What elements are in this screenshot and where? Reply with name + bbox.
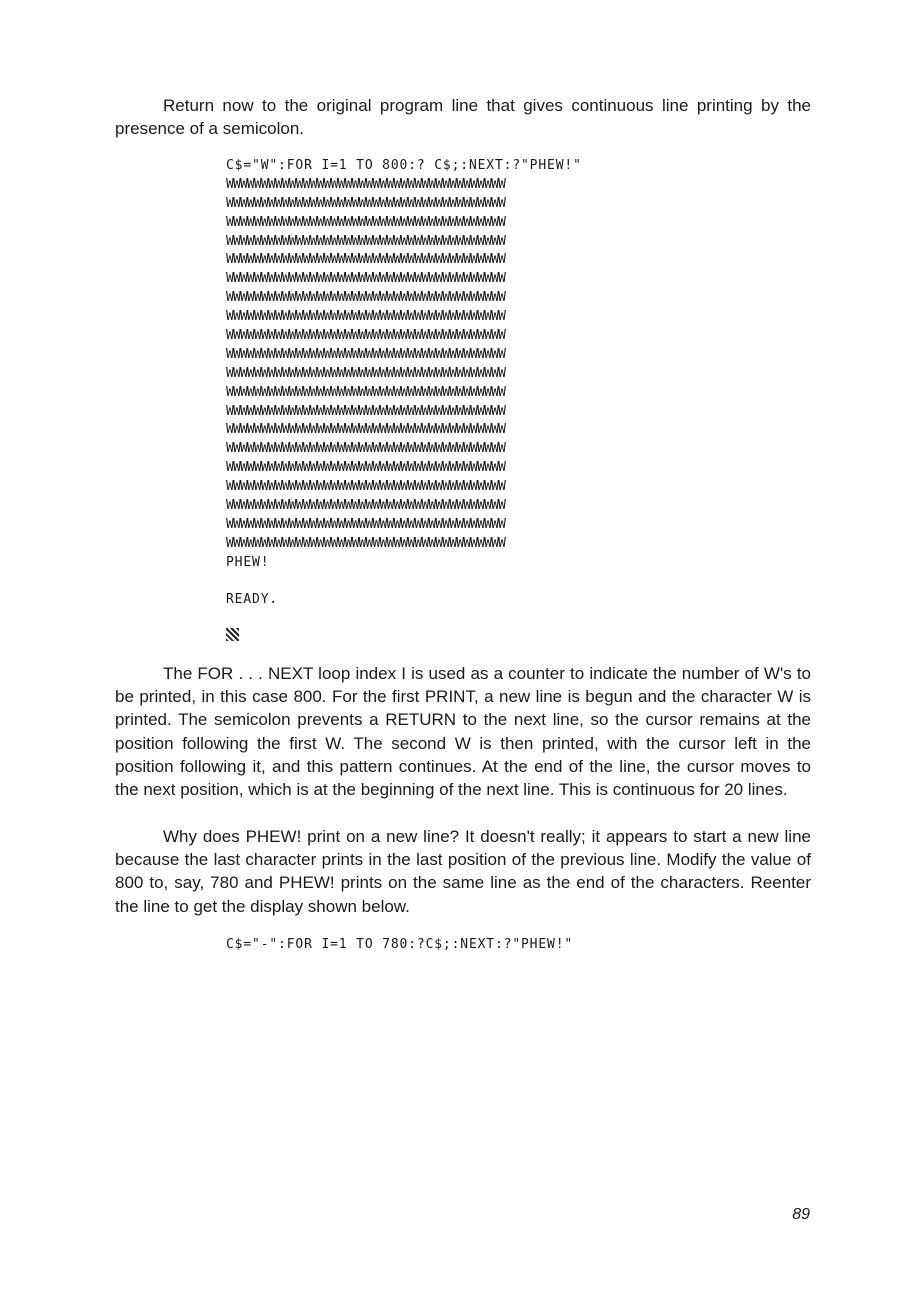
output-row: WWWWWWWWWWWWWWWWWWWWWWWWWWWWWWWWWWWWWWWW [226, 195, 506, 211]
command-line: C$="W":FOR I=1 TO 800:? C$;:NEXT:?"PHEW!" [226, 158, 582, 173]
output-row: WWWWWWWWWWWWWWWWWWWWWWWWWWWWWWWWWWWWWWWW [226, 479, 506, 495]
output-row: WWWWWWWWWWWWWWWWWWWWWWWWWWWWWWWWWWWWWWWW [226, 365, 506, 381]
output-row: WWWWWWWWWWWWWWWWWWWWWWWWWWWWWWWWWWWWWWWW [226, 403, 506, 419]
output-row: WWWWWWWWWWWWWWWWWWWWWWWWWWWWWWWWWWWWWWWW [226, 252, 506, 268]
output-row: WWWWWWWWWWWWWWWWWWWWWWWWWWWWWWWWWWWWWWWW [226, 214, 506, 230]
output-row: WWWWWWWWWWWWWWWWWWWWWWWWWWWWWWWWWWWWWWWW [226, 176, 506, 192]
final-output: PHEW! [226, 554, 270, 570]
output-row: WWWWWWWWWWWWWWWWWWWWWWWWWWWWWWWWWWWWWWWW [226, 516, 506, 532]
ready-prompt: READY. [226, 592, 279, 608]
second-command-line: C$="-":FOR I=1 TO 780:?C$;:NEXT:?"PHEW!" [226, 937, 574, 952]
output-row: WWWWWWWWWWWWWWWWWWWWWWWWWWWWWWWWWWWWWWWW [226, 233, 506, 249]
intro-paragraph: Return now to the original program line that gives continuous line printing by the presence of a semicolon. [115, 96, 811, 139]
output-row: WWWWWWWWWWWWWWWWWWWWWWWWWWWWWWWWWWWWWWWW [226, 498, 506, 514]
cursor-block-icon [226, 628, 239, 641]
output-rows [226, 176, 696, 554]
output-row: WWWWWWWWWWWWWWWWWWWWWWWWWWWWWWWWWWWWWWWW [226, 422, 506, 438]
output-row: WWWWWWWWWWWWWWWWWWWWWWWWWWWWWWWWWWWWWWWW [226, 271, 506, 287]
output-row: WWWWWWWWWWWWWWWWWWWWWWWWWWWWWWWWWWWWWWWW [226, 346, 506, 362]
output-row: WWWWWWWWWWWWWWWWWWWWWWWWWWWWWWWWWWWWWWWW [226, 441, 506, 457]
output-row: WWWWWWWWWWWWWWWWWWWWWWWWWWWWWWWWWWWWWWWW [226, 535, 506, 551]
output-row: WWWWWWWWWWWWWWWWWWWWWWWWWWWWWWWWWWWWWWWW [226, 328, 506, 344]
explanation-paragraph: The FOR . . . NEXT loop index I is used as a counter to indicate the number of W's to be printed, in this case 800. For the first PRINT, a new line is begun and the character W is printed. The semicolon prevents a RETURN to the next line, so the cursor remains at the position following the first W. The second W is then printed, with the cursor left in the position following it, and this pattern continues. At the end of the line, the cursor moves to the next position, which is at the beginning of the next line. This is continuous for 20 lines. [115, 664, 811, 800]
output-row: WWWWWWWWWWWWWWWWWWWWWWWWWWWWWWWWWWWWWWWW [226, 309, 506, 325]
question-paragraph: Why does PHEW! print on a new line? It doesn't really; it appears to start a new line because the last character prints in the last position of the previous line. Modify the value of 800 to, say, 780 and PHEW! prints on the same line as the end of the characters. Reenter the line to get the display shown below. [115, 827, 811, 916]
output-row: WWWWWWWWWWWWWWWWWWWWWWWWWWWWWWWWWWWWWWWW [226, 460, 506, 476]
page-number: 89 [792, 1206, 810, 1223]
output-row: WWWWWWWWWWWWWWWWWWWWWWWWWWWWWWWWWWWWWWWW [226, 290, 506, 306]
program-listing [226, 157, 696, 610]
output-row: WWWWWWWWWWWWWWWWWWWWWWWWWWWWWWWWWWWWWWWW [226, 384, 506, 400]
